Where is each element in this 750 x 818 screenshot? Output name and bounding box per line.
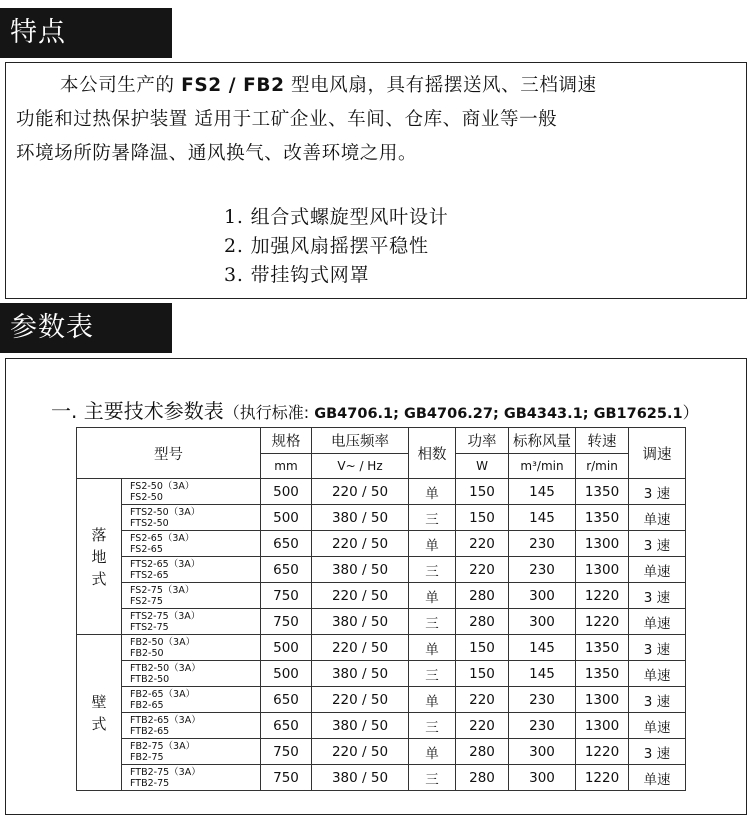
unit-speed: r/min <box>576 454 629 479</box>
group-label: 壁 式 <box>77 635 122 791</box>
header-control: 调速 <box>629 428 686 479</box>
size-cell: 750 <box>261 739 312 765</box>
airflow-cell: 230 <box>509 531 576 557</box>
airflow-cell: 145 <box>509 479 576 505</box>
table-row <box>77 583 686 609</box>
phase-cell: 单 <box>409 739 456 765</box>
control-cell: 3 速 <box>629 531 686 557</box>
speed-cell: 1220 <box>576 609 629 635</box>
model-series: FS2 / FB2 <box>181 75 285 96</box>
power-cell: 220 <box>456 687 509 713</box>
model-cell: FB2-50（3A） FB2-50 <box>122 635 261 661</box>
phase-cell: 三 <box>409 661 456 687</box>
voltage-cell: 380 / 50 <box>312 661 409 687</box>
speed-cell: 1220 <box>576 739 629 765</box>
phase-cell: 单 <box>409 479 456 505</box>
voltage-cell: 380 / 50 <box>312 557 409 583</box>
header-speed: 转速 <box>576 428 629 454</box>
table-row <box>77 661 686 687</box>
power-cell: 220 <box>456 713 509 739</box>
model-cell: FS2-75（3A） FS2-75 <box>122 583 261 609</box>
control-cell: 3 速 <box>629 739 686 765</box>
voltage-cell: 380 / 50 <box>312 505 409 531</box>
power-cell: 220 <box>456 557 509 583</box>
power-cell: 220 <box>456 531 509 557</box>
voltage-cell: 380 / 50 <box>312 609 409 635</box>
model-cell: FTS2-50（3A） FTS2-50 <box>122 505 261 531</box>
control-cell: 单速 <box>629 505 686 531</box>
control-cell: 单速 <box>629 609 686 635</box>
phase-cell: 单 <box>409 583 456 609</box>
size-cell: 500 <box>261 661 312 687</box>
model-cell: FTS2-75（3A） FTS2-75 <box>122 609 261 635</box>
control-cell: 单速 <box>629 557 686 583</box>
airflow-cell: 300 <box>509 739 576 765</box>
size-cell: 500 <box>261 635 312 661</box>
table-row <box>77 609 686 635</box>
features-heading: 特点 <box>0 8 172 58</box>
control-cell: 单速 <box>629 661 686 687</box>
intro-line-3: 环境场所防暑降温、通风换气、改善环境之用。 <box>16 143 418 164</box>
size-cell: 650 <box>261 531 312 557</box>
voltage-cell: 220 / 50 <box>312 479 409 505</box>
airflow-cell: 230 <box>509 713 576 739</box>
phase-cell: 单 <box>409 635 456 661</box>
model-cell: FTB2-65（3A） FTB2-65 <box>122 713 261 739</box>
model-cell: FS2-50（3A） FS2-50 <box>122 479 261 505</box>
intro-line-1: 本公司生产的 FS2 / FB2 型电风扇，具有摇摆送风、三档调速 <box>60 75 597 96</box>
power-cell: 280 <box>456 765 509 791</box>
power-cell: 150 <box>456 661 509 687</box>
airflow-cell: 145 <box>509 661 576 687</box>
control-cell: 单速 <box>629 765 686 791</box>
model-cell: FB2-75（3A） FB2-75 <box>122 739 261 765</box>
voltage-cell: 220 / 50 <box>312 531 409 557</box>
voltage-cell: 220 / 50 <box>312 583 409 609</box>
voltage-cell: 220 / 50 <box>312 687 409 713</box>
header-model: 型号 <box>77 428 261 479</box>
power-cell: 280 <box>456 583 509 609</box>
header-power: 功率 <box>456 428 509 454</box>
airflow-cell: 145 <box>509 505 576 531</box>
table-row <box>77 765 686 791</box>
power-cell: 280 <box>456 609 509 635</box>
size-cell: 500 <box>261 505 312 531</box>
size-cell: 750 <box>261 583 312 609</box>
unit-airflow: m³/min <box>509 454 576 479</box>
table-row <box>77 531 686 557</box>
model-cell: FB2-65（3A） FB2-65 <box>122 687 261 713</box>
speed-cell: 1300 <box>576 713 629 739</box>
size-cell: 650 <box>261 687 312 713</box>
airflow-cell: 300 <box>509 609 576 635</box>
speed-cell: 1300 <box>576 687 629 713</box>
voltage-cell: 380 / 50 <box>312 765 409 791</box>
header-size: 规格 <box>261 428 312 454</box>
phase-cell: 三 <box>409 609 456 635</box>
speed-cell: 1350 <box>576 661 629 687</box>
power-cell: 150 <box>456 479 509 505</box>
voltage-cell: 220 / 50 <box>312 739 409 765</box>
airflow-cell: 300 <box>509 765 576 791</box>
unit-voltage: V~ / Hz <box>312 454 409 479</box>
header-phase: 相数 <box>409 428 456 479</box>
feature-item: 2. 加强风扇摇摆平稳性 <box>224 235 429 257</box>
phase-cell: 三 <box>409 557 456 583</box>
control-cell: 3 速 <box>629 687 686 713</box>
table-row <box>77 479 686 505</box>
phase-cell: 单 <box>409 531 456 557</box>
features-panel <box>5 62 747 299</box>
airflow-cell: 230 <box>509 687 576 713</box>
speed-cell: 1220 <box>576 765 629 791</box>
table-row <box>77 635 686 661</box>
header-airflow: 标称风量 <box>509 428 576 454</box>
size-cell: 650 <box>261 557 312 583</box>
intro-line-2: 功能和过热保护装置 适用于工矿企业、车间、仓库、商业等一般 <box>16 109 558 130</box>
table-row <box>77 713 686 739</box>
control-cell: 3 速 <box>629 479 686 505</box>
phase-cell: 三 <box>409 713 456 739</box>
params-heading: 参数表 <box>0 303 172 353</box>
voltage-cell: 220 / 50 <box>312 635 409 661</box>
power-cell: 150 <box>456 635 509 661</box>
group-label: 落 地 式 <box>77 479 122 635</box>
speed-cell: 1300 <box>576 557 629 583</box>
speed-cell: 1350 <box>576 479 629 505</box>
model-cell: FTB2-75（3A） FTB2-75 <box>122 765 261 791</box>
params-panel <box>5 358 747 815</box>
control-cell: 3 速 <box>629 583 686 609</box>
feature-item: 1. 组合式螺旋型风叶设计 <box>224 206 449 228</box>
phase-cell: 三 <box>409 505 456 531</box>
voltage-cell: 380 / 50 <box>312 713 409 739</box>
intro-paragraph <box>16 69 736 171</box>
size-cell: 650 <box>261 713 312 739</box>
model-cell: FTB2-50（3A） FTB2-50 <box>122 661 261 687</box>
model-cell: FTS2-65（3A） FTS2-65 <box>122 557 261 583</box>
unit-size: mm <box>261 454 312 479</box>
feature-item: 3. 带挂钩式网罩 <box>224 264 370 286</box>
size-cell: 500 <box>261 479 312 505</box>
speed-cell: 1350 <box>576 635 629 661</box>
header-voltage: 电压频率 <box>312 428 409 454</box>
phase-cell: 三 <box>409 765 456 791</box>
phase-cell: 单 <box>409 687 456 713</box>
unit-power: W <box>456 454 509 479</box>
control-cell: 单速 <box>629 713 686 739</box>
size-cell: 750 <box>261 609 312 635</box>
airflow-cell: 300 <box>509 583 576 609</box>
spec-table <box>76 427 686 791</box>
control-cell: 3 速 <box>629 635 686 661</box>
model-cell: FS2-65（3A） FS2-65 <box>122 531 261 557</box>
standards-note: （执行标准: GB4706.1; GB4706.27; GB4343.1; GB17625.1） <box>223 403 699 422</box>
speed-cell: 1350 <box>576 505 629 531</box>
airflow-cell: 230 <box>509 557 576 583</box>
table-row <box>77 557 686 583</box>
table-row <box>77 687 686 713</box>
table-row <box>77 505 686 531</box>
feature-list <box>224 203 449 290</box>
size-cell: 750 <box>261 765 312 791</box>
airflow-cell: 145 <box>509 635 576 661</box>
power-cell: 150 <box>456 505 509 531</box>
table-title: 一. 主要技术参数表（执行标准: GB4706.1; GB4706.27; GB4343.1; GB17625.1） <box>51 399 699 423</box>
spec-table-body <box>77 479 686 791</box>
table-row <box>77 739 686 765</box>
speed-cell: 1220 <box>576 583 629 609</box>
power-cell: 280 <box>456 739 509 765</box>
speed-cell: 1300 <box>576 531 629 557</box>
